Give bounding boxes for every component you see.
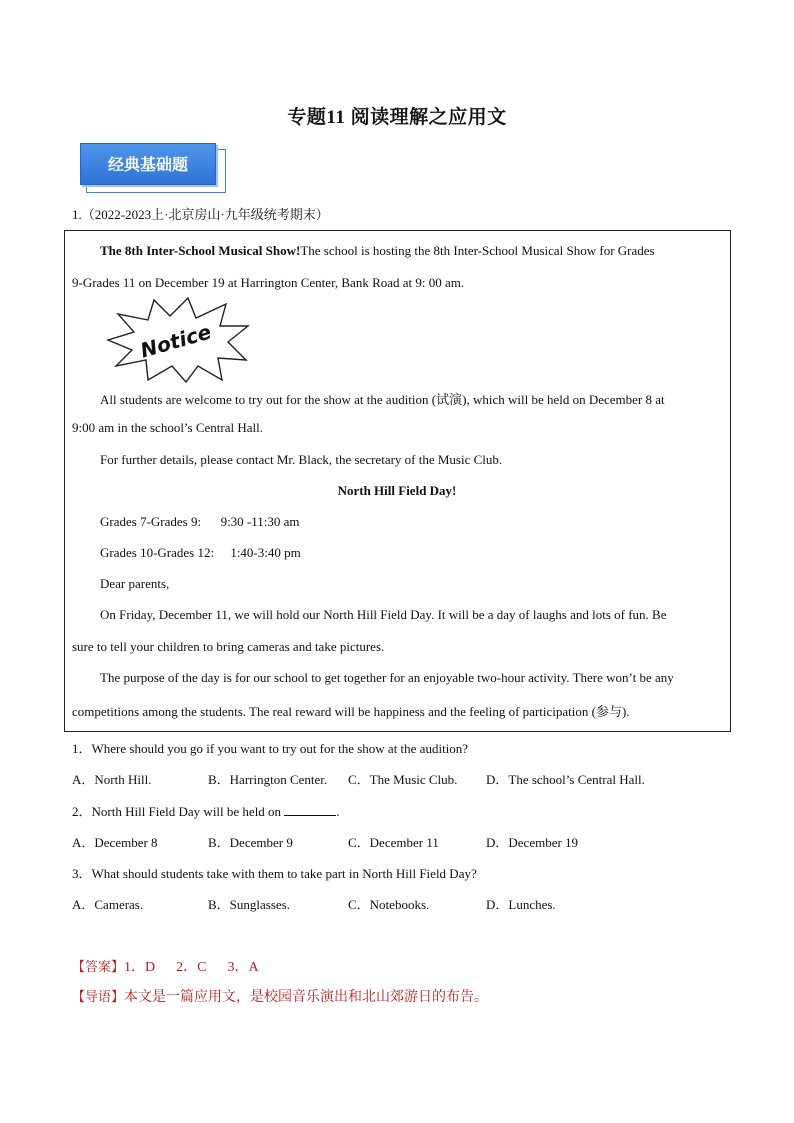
banner-text: 经典基础题	[107, 155, 188, 174]
page-title: 专题11 阅读理解之应用文	[287, 107, 507, 128]
passage-line: On Friday, December 11, we will hold our North Hill Field Day. It will be a day of laughs and lots of fun. Be	[100, 607, 667, 622]
question-source: 1.（2022-2023上·北京房山·九年级统考期末）	[72, 207, 329, 222]
option-d: D．The school’s Central Hall.	[486, 772, 645, 787]
option-b: B．December 9	[208, 835, 293, 850]
show-heading: The 8th Inter-School Musical Show!	[100, 243, 301, 258]
passage-line	[100, 243, 655, 259]
passage-line: competitions among the students. The real reward will be happiness and the feeling of participation (参与).	[72, 704, 630, 719]
question-stem: 3．What should students take with them to take part in North Hill Field Day?	[72, 866, 477, 881]
guide-tag: 【导语】	[72, 990, 125, 1005]
passage-line: For further details, please contact Mr. Black, the secretary of the Music Club.	[100, 452, 503, 467]
passage-line: 9:00 am in the school’s Central Hall.	[72, 420, 263, 435]
passage-line: 9-Grades 11 on December 19 at Harrington Center, Bank Road at 9: 00 am.	[72, 275, 465, 290]
schedule-line: Grades 10-Grades 12: 1:40-3:40 pm	[100, 545, 301, 560]
answer-tag: 【答案】	[72, 960, 125, 975]
option-d: D．Lunches.	[486, 897, 556, 912]
option-a: A．Cameras.	[72, 897, 144, 912]
question-end: .	[336, 804, 340, 819]
option-b: B．Sunglasses.	[208, 897, 290, 912]
answer-line	[72, 956, 259, 976]
option-c: C．The Music Club.	[348, 772, 458, 787]
answer-blank	[284, 804, 336, 816]
banner-label-box	[80, 143, 216, 185]
answer-text: 1．D 2．C 3．A	[124, 960, 259, 975]
question-stem: 1．Where should you go if you want to try out for the show at the audition?	[72, 741, 469, 756]
passage-text: The school is hosting the 8th Inter-School Musical Show for Grades	[300, 243, 655, 258]
passage-line: The purpose of the day is for our school to get together for an enjoyable two-hour activity. There won’t be any	[100, 670, 674, 685]
greeting: Dear parents,	[100, 576, 170, 591]
section-banner	[80, 143, 226, 193]
question-text: 2．North Hill Field Day will be held on	[72, 804, 282, 819]
option-c: C．December 11	[348, 835, 439, 850]
field-day-heading: North Hill Field Day!	[337, 483, 457, 498]
option-a: A．December 8	[72, 835, 158, 850]
passage-line: All students are welcome to try out for the show at the audition (试演), which will be held on December 8 at	[100, 392, 665, 407]
question-stem	[72, 801, 340, 820]
passage-line: sure to tell your children to bring cameras and take pictures.	[72, 639, 385, 654]
option-b: B．Harrington Center.	[208, 772, 328, 787]
option-c: C．Notebooks.	[348, 897, 430, 912]
option-a: A．North Hill.	[72, 772, 152, 787]
option-d: D．December 19	[486, 835, 579, 850]
schedule-line: Grades 7-Grades 9: 9:30 -11:30 am	[100, 514, 300, 529]
guide-line	[72, 986, 488, 1006]
notice-word: Notice	[137, 319, 214, 363]
notice-starburst-image	[104, 296, 250, 384]
guide-text: 本文是一篇应用文，是校园音乐演出和北山郊游日的布告。	[124, 990, 489, 1005]
